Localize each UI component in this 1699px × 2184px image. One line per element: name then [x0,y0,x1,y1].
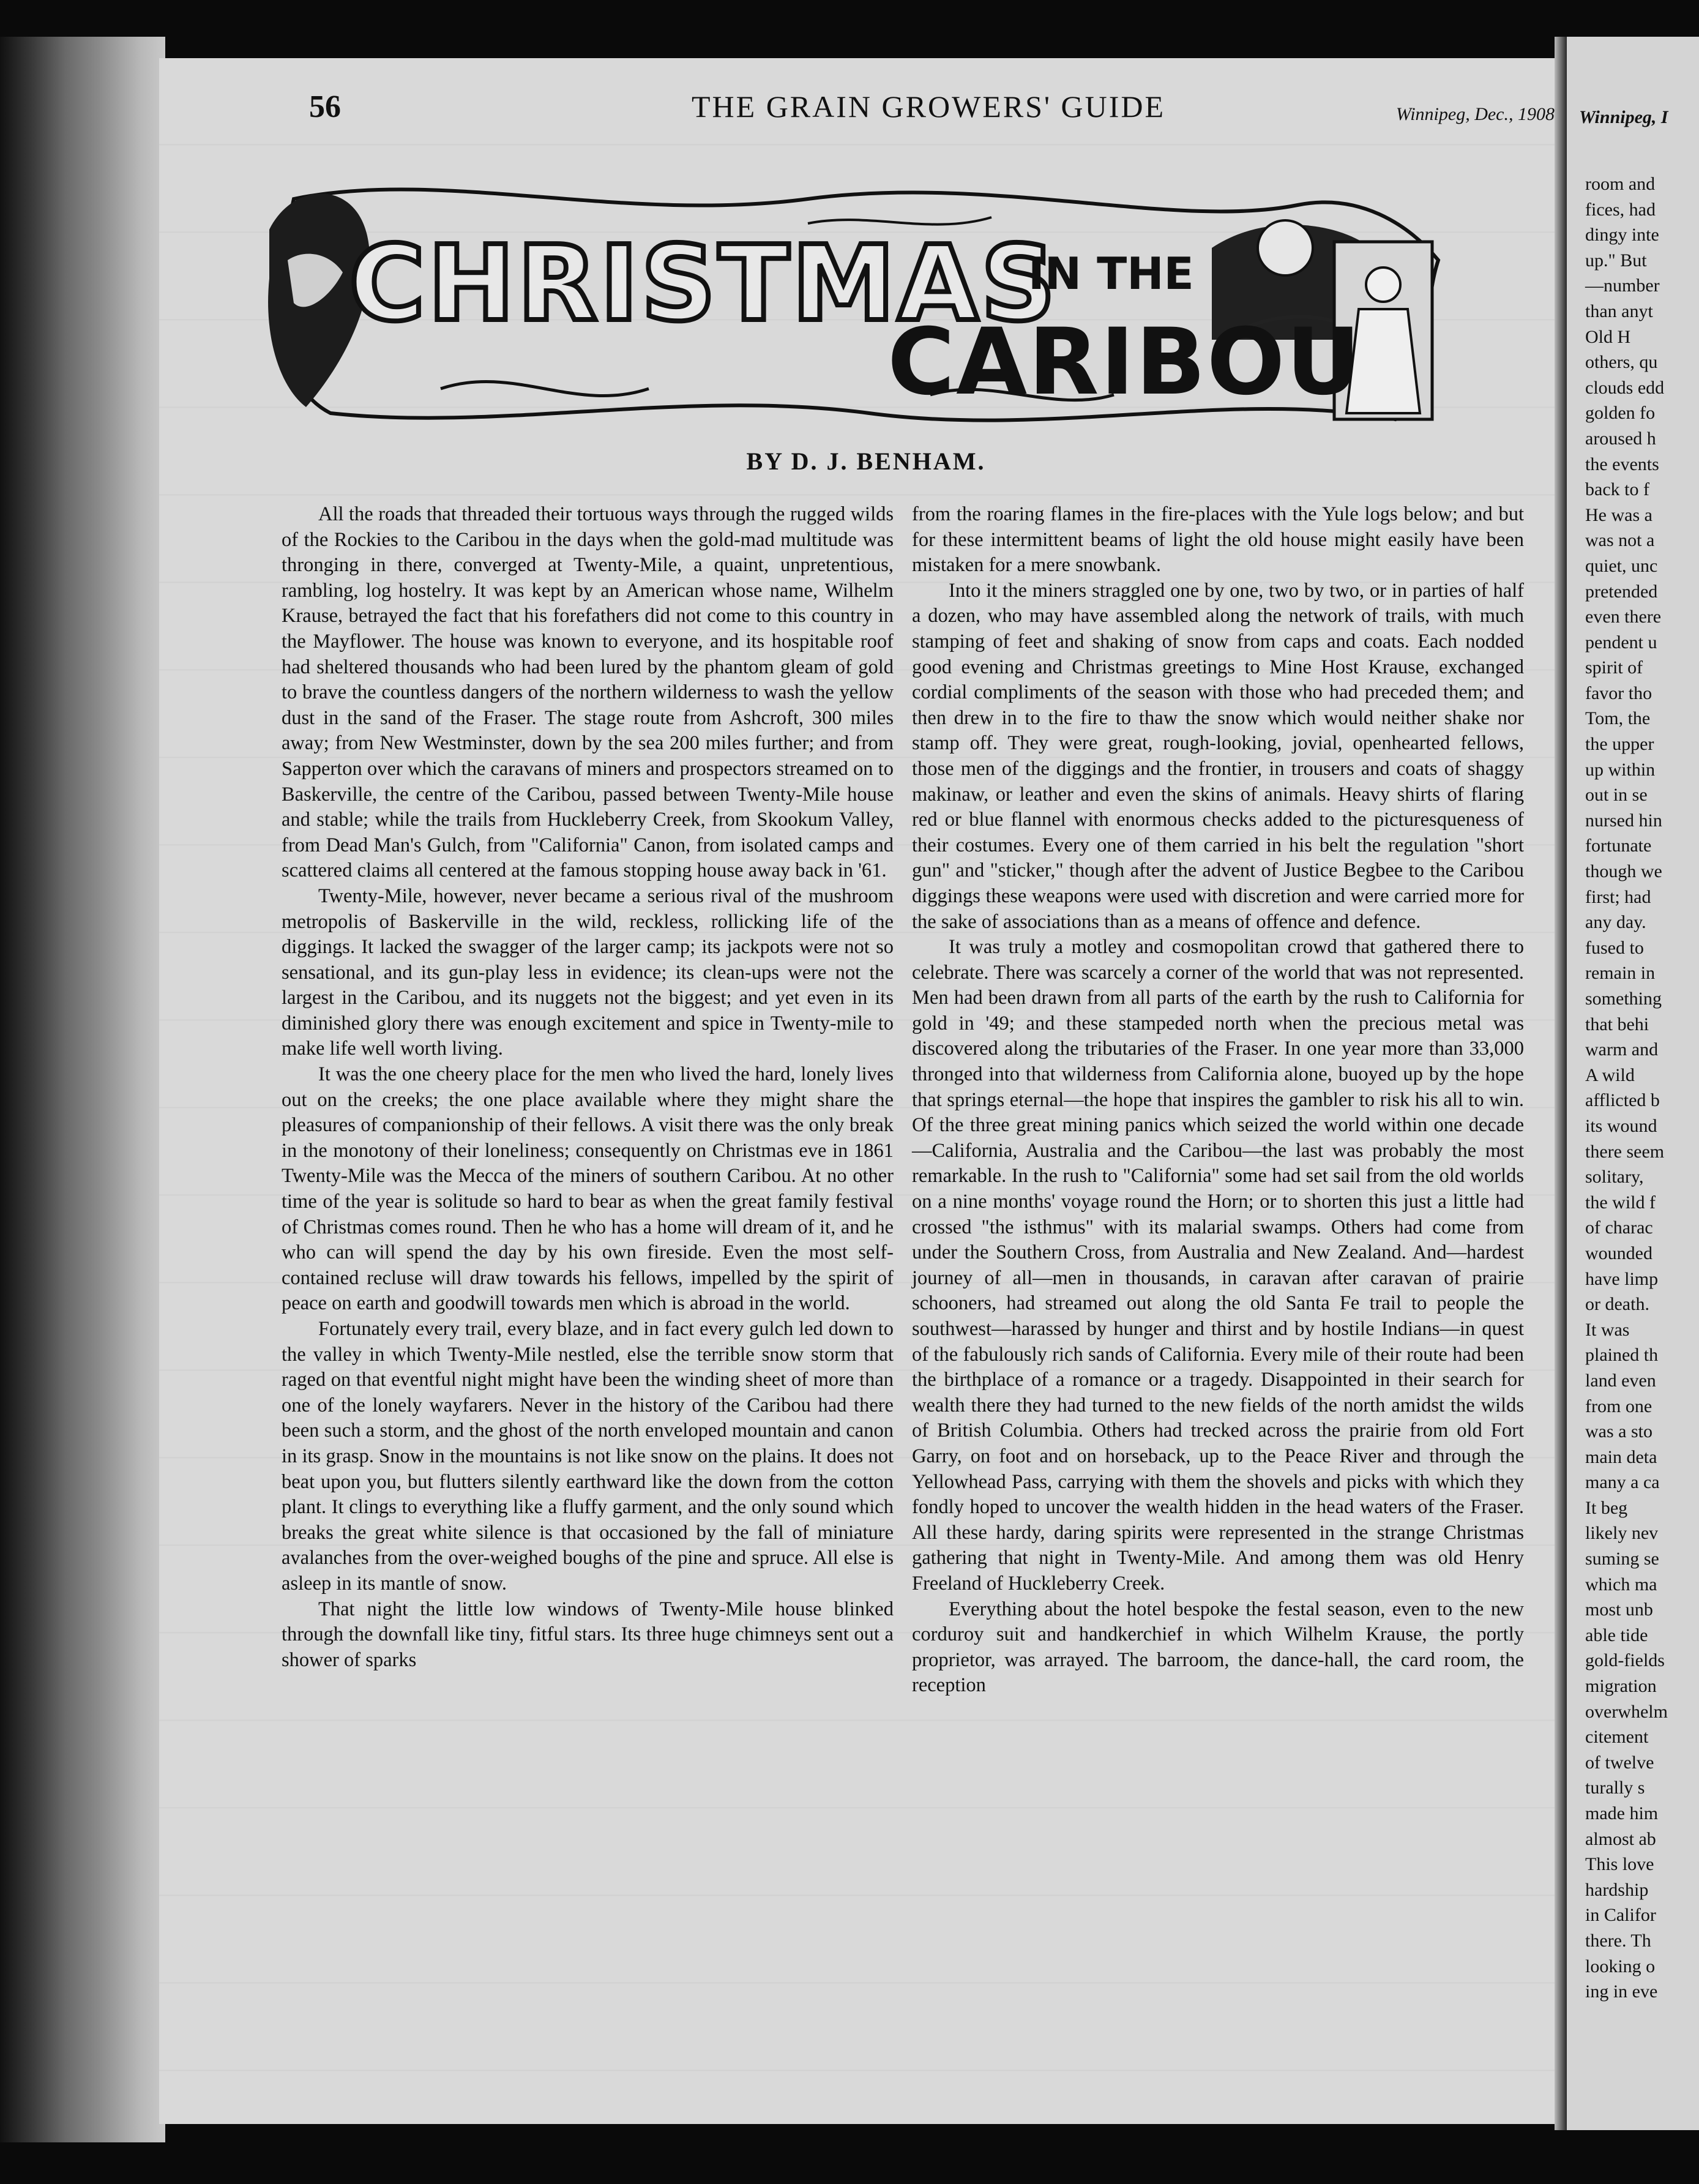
facing-page-line: which ma [1585,1574,1657,1595]
paragraph: Everything about the hotel bespoke the festal season, even to the new corduroy suit and handkerchief in which Wilhelm Krause, the portly proprietor, was arrayed. The barroom, the dance-hall, the card room, the reception [912,1598,1524,1697]
facing-page-line: out in se [1585,785,1648,806]
facing-page-line: overwhelm [1585,1701,1668,1722]
facing-page-line: This love [1585,1854,1654,1875]
facing-page-line: It beg [1585,1497,1628,1518]
banner-title-caribou: CARIBOU [887,309,1362,416]
facing-page-line: almost ab [1585,1828,1656,1849]
paragraph: from the roaring flames in the fire-places with the Yule logs below; and but for these intermittent beams of light the old house might easily have been mistaken for a mere snowbank. [912,503,1524,577]
facing-page-line: It was [1585,1319,1630,1340]
facing-page-line: fices, had [1585,199,1656,220]
banner-title-in-the: IN THE [1028,248,1194,299]
facing-page-line: fortunate [1585,836,1652,856]
facing-page-line: migration [1585,1676,1657,1697]
facing-page-line: the wild f [1585,1192,1656,1213]
facing-page-line: likely nev [1585,1523,1659,1544]
facing-page-line: aroused h [1585,428,1656,449]
facing-page-line: have limp [1585,1268,1659,1289]
facing-page-line: nursed hin [1585,810,1662,831]
facing-page-line: the events [1585,454,1659,474]
facing-page-line: afflicted b [1585,1090,1660,1111]
title-banner-illustration [257,156,1451,438]
facing-page-line: able tide [1585,1625,1648,1645]
facing-page-line: main deta [1585,1446,1657,1467]
facing-page-line: hardship [1585,1879,1649,1900]
facing-page-fragment [1567,37,1699,2130]
byline: BY D. J. BENHAM. [746,447,986,475]
paragraph: Twenty-Mile, however, never became a serious rival of the mushroom metropolis of Baskerville in the wild, reckless, rollicking life of the diggings. It lacked the swagger of the larger camp; its jackpots were not so sensational, and its gun-play less in evidence; its clean-ups were not the largest in the Caribou, and its nuggets not the biggest; and yet even in its diminished glory there was enough excitement and spice in Twenty-mile to make life well worth living. [282,884,894,1060]
facing-page-line: golden fo [1585,403,1656,424]
facing-page-line: remain in [1585,963,1656,984]
dateline: Winnipeg, Dec., 1908 [1395,104,1555,124]
facing-page-line: there. Th [1585,1930,1651,1951]
facing-page-line: wounded [1585,1243,1652,1263]
facing-page-line: spirit of [1585,657,1643,678]
facing-page-line: up." But [1585,250,1647,271]
facing-page-line: any day. [1585,912,1646,933]
facing-page-line: fused to [1585,937,1644,958]
facing-page-line: suming se [1585,1549,1659,1569]
paragraph: It was truly a motley and cosmopolitan crowd that gathered there to celebrate. There was scarcely a corner of the world that was not represented. Men had been drawn from all parts of the earth by the rush to California for gold in '49; and these stampeded north when the precious metal was discovered along the tributaries of the Fraser. In one year more than 33,000 thronged into that wilderness from California alone, buoyed up by the hope that springs eternal—the hope that inspires the gambler to risk his all to win. Of the three great mining panics which seized the world within one decade—California, Australia and the Caribou—the last was probably the most remarkable. In the rush to "California" some had set sail from the old worlds on a nine months' voyage round the Horn; or to shorten this just a little had crossed "the isthmus" with its malarial swamps. Others had come from under the Southern Cross, from Australia and New Zealand. And—hardest journey of all—men in thousands, in caravan after caravan of prairie schooners, had streamed out along the old Santa Fe trail to people the southwest—harassed by hunger and thirst and by hostile Indians—in quest of the fabulously rich sands of California. Every mile of their route had been the birthplace of a romance or a tragedy. Disappointed in their search for wealth there they had turned to the new fields of the north amidst the wilds of British Columbia. Others had trecked across the prairie from old Fort Garry, on foot and on horseback, up to the Peace River and through the Yellowhead Pass, carrying with them the shovels and picks with which they fondly hoped to uncover the wealth hidden in the head waters of the Fraser. All these hardy, daring spirits were represented in the strange Christmas gathering that night in Twenty-Mile. And among them was old Henry Freeland of Huckleberry Creek. [912,936,1524,1595]
journal-title: THE GRAIN GROWERS' GUIDE [692,89,1166,124]
facing-page-line: many a ca [1585,1472,1660,1493]
facing-page-line: most unb [1585,1599,1653,1620]
facing-page-line: from one [1585,1396,1652,1416]
facing-page-line: turally s [1585,1778,1645,1798]
facing-page-line: pretended [1585,581,1658,602]
article-column-2 [912,502,1524,1699]
facing-page-line: its wound [1585,1115,1657,1136]
facing-page-line: gold-fields [1585,1650,1665,1671]
facing-page-line: dingy inte [1585,225,1659,245]
book-edge [0,37,165,2142]
facing-page-line: A wild [1585,1064,1635,1085]
facing-page-line: up within [1585,759,1656,780]
page-number: 56 [309,89,341,124]
paragraph: Fortunately every trail, every blaze, and in fact every gulch led down to the valley in which Twenty-Mile nestled, else the terrible snow storm that raged on that eventful night might have been the winding sheet of more than one of the lonely wayfarers. Never in the history of the Caribou had there been such a storm, and the ghost of the north enveloped mountain and canon in its grasp. Snow in the mountains is not like snow on the plains. It does not beat upon you, but flutters silently earthward like the down from the cotton plant. It clings to everything like a fluffy garment, and the only sound which breaks the great white silence is that occasioned by the fall of miniature avalanches from the over-weighed boughs of the pine and spruce. All else is asleep in its mantle of snow. [282,1318,894,1595]
facing-page-line: solitary, [1585,1167,1644,1187]
article-column-1 [282,502,894,1673]
facing-page-line: pendent u [1585,632,1657,653]
paragraph: That night the little low windows of Twenty-Mile house blinked through the downfall like tiny, fitful stars. Its three huge chimneys sent out a shower of sparks [282,1598,894,1671]
facing-page-line: of twelve [1585,1752,1654,1773]
facing-page-line: first; had [1585,886,1651,907]
facing-page-line: something [1585,989,1662,1009]
facing-page-line: made him [1585,1803,1659,1823]
paragraph: It was the one cheery place for the men who lived the hard, lonely lives out on the creeks; the one place available where they might share the pleasures of companionship of their fellows. A visit there was the only break in the monotony of their loneliness; consequently on Christmas eve in 1861 Twenty-Mile was the Mecca of the miners of southern Caribou. At no other time of the year is solitude so hard to bear as when the great family festival of Christmas comes round. Then he who has a home will dream of it, and he who can will spend the day by his own fireside. Even the most self-contained recluse will draw towards his fellows, impelled by the spirit of peace on earth and goodwill towards men which is abroad in the world. [282,1063,894,1315]
facing-page-line: plained th [1585,1345,1659,1366]
facing-page-line: quiet, unc [1585,555,1658,576]
facing-page-line: the upper [1585,734,1654,755]
facing-page-text [1585,171,1699,2005]
facing-page-line: clouds edd [1585,377,1665,398]
facing-page-line: that behi [1585,1014,1649,1034]
facing-page-line: even there [1585,607,1662,627]
facing-page-line: —number [1585,275,1660,296]
facing-page-line: back to f [1585,479,1649,500]
facing-page-line: or death. [1585,1294,1649,1315]
paragraph: Into it the miners straggled one by one, two by two, or in parties of half a dozen, who may have assembled along the network of trails, with much stamping of feet and shaking of snow from caps and coats. Each nodded good evening and Christmas greetings to Mine Host Krause, exchanged cordial compliments of the season with those who had preceded them; and then drew in to the fire to thaw the snow which would neither shake nor stamp off. They were great, rough-looking, jovial, openhearted fellows, those men of the diggings and the frontier, in trousers and coats of shaggy makinaw, or leather and even the skins of animals. Heavy shirts of flaring red or blue flannel with enormous checks added to the picturesqueness of their costumes. Every one of them carried in his belt the regulation "short gun" and "sticker," though after the advent of Justice Begbee to the Caribou diggings these weapons were used with discretion and were carried more for the sake of associations than as a means of offence and defence. [912,579,1524,933]
facing-page-line: looking o [1585,1956,1656,1976]
facing-page-line: Old H [1585,326,1631,347]
facing-page-line: favor tho [1585,682,1652,703]
newspaper-page [159,58,1573,2124]
facing-page-line: citement [1585,1727,1649,1748]
facing-page-dateline: Winnipeg, I [1579,107,1668,127]
facing-page-line: was a sto [1585,1421,1652,1442]
facing-page-line: warm and [1585,1039,1659,1060]
facing-page-line: was not a [1585,530,1655,551]
facing-page-line: others, qu [1585,352,1658,373]
facing-page-line: room and [1585,174,1656,194]
banner-title-christmas: CHRISTMAS [349,223,1058,345]
facing-page-line: ing in eve [1585,1981,1658,2002]
facing-page-line: than anyt [1585,301,1653,321]
facing-page-line: in Califor [1585,1905,1656,1926]
facing-page-line: there seem [1585,1141,1665,1162]
facing-page-line: land even [1585,1370,1656,1391]
facing-page-line: He was a [1585,504,1652,525]
facing-page-line: though we [1585,861,1662,882]
facing-page-line: of charac [1585,1217,1653,1238]
facing-page-line: Tom, the [1585,708,1651,729]
paragraph: All the roads that threaded their tortuous ways through the rugged wilds of the Rockies to the Caribou in the days when the gold-mad multitude was thronging in there, converged at Twenty-Mile, a quaint, unpretentious, rambling, log hostelry. It was kept by an American whose name, Wilhelm Krause, betrayed the fact that his forefathers did not come to this country in the Mayflower. The house was known to everyone, and its hospitable roof had sheltered thousands who had been lured by the phantom gleam of gold to brave the countless dangers of the northern wilderness to wash the yellow dust in the sand of the Fraser. The stage route from Ashcroft, 300 miles away; from New Westminster, down by the sea 200 miles further; and from Sapperton over which the caravans of miners and prospectors streamed on to Baskerville, the centre of the Caribou, passed between Twenty-Mile house and stable; while the trails from Huckleberry Creek, from Skookum Valley, from Dead Man's Gulch, from "California" Canon, from isolated camps and scattered claims all centered at the famous stopping house away back in '61. [282,503,894,882]
